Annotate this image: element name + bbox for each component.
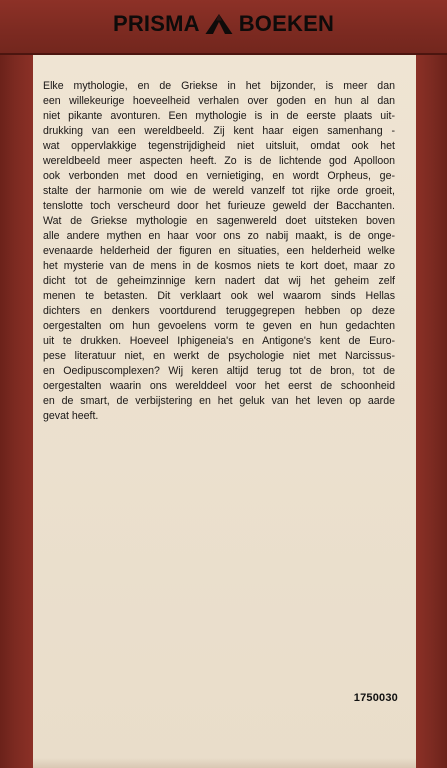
blurb-line: ook verbonden met dood en vernietiging, en wordt Orpheus, ge- bbox=[43, 170, 395, 182]
top-brand-band bbox=[0, 0, 447, 55]
blurb-line: en de smart, de verbijstering en het geluk van het leven op aarde bbox=[43, 395, 395, 407]
blurb-line: menen te betasten. Dit verklaart ook wel waarom sinds Hellas bbox=[43, 290, 395, 302]
blurb-line: gevat heeft. bbox=[43, 410, 99, 422]
brand-name-boeken: BOEKEN bbox=[238, 11, 335, 36]
right-red-border bbox=[416, 55, 447, 768]
blurb-line: het mysterie van de mens in de kosmos niets te kort doet, maar zo bbox=[43, 260, 395, 272]
brand-logo bbox=[113, 12, 334, 36]
blurb-line: pese literatuur niet, en werkt de psychologie niet met Narcissus- bbox=[43, 350, 395, 362]
blurb-line: alle andere mythen en haar voor ons zo nabij maakt, is de onge- bbox=[43, 230, 395, 242]
blurb-line: wat oppervlakkige tegenstrijdigheid niet uitsluit, omdat ook het bbox=[43, 140, 395, 152]
blurb-line: een willekeurige hoeveelheid verhalen over goden en hun al dan bbox=[43, 95, 395, 107]
blurb-line: Elke mythologie, en de Griekse in het bijzonder, is meer dan bbox=[43, 80, 395, 92]
blurb-line: tenslotte toch verscheurd door het furieuze geweld der Bacchanten. bbox=[43, 200, 395, 212]
blurb-line: evenaarde helderheid der figuren en situaties, een helderheid welke bbox=[43, 245, 395, 257]
blurb-line: oergestalten waarin ons werelddeel voor het eerst de schoonheid bbox=[43, 380, 395, 392]
left-red-border bbox=[0, 55, 33, 768]
blurb-line: dicht tot de geheimzinnige kern nadert dat wij het geheim zelf bbox=[43, 275, 395, 287]
blurb-line: dichters en denkers voortdurend teruggegrepen hebben op deze bbox=[43, 305, 395, 317]
blurb-line: wereldbeeld meer aspecten heeft. Zo is de lichtende god Apolloon bbox=[43, 155, 395, 167]
blurb-line: en Oedipuscomplexen? Wij keren altijd terug tot de bron, tot de bbox=[43, 365, 395, 377]
brand-name-prisma: PRISMA bbox=[112, 11, 200, 36]
blurb-line: oergestalten om hun gevoelens vorm te geven en hun gedachten bbox=[43, 320, 395, 332]
prism-triangle-icon bbox=[205, 13, 234, 35]
blurb-line: uit te drukken. Hoeveel Iphigeneia's en Antigone's kent de Euro- bbox=[43, 335, 395, 347]
blurb-line: drukking van een wereldbeeld. Zij kent haar eigen samenhang - bbox=[43, 125, 395, 137]
blurb-line: Wat de Griekse mythologie en sagenwereld doet uitsteken boven bbox=[43, 215, 395, 227]
product-code: 1750030 bbox=[353, 692, 398, 704]
blurb-line: niet pikante avonturen. Een mythologie is in de eerste plaats uit- bbox=[43, 110, 395, 122]
blurb-line: stalte der harmonie om wie de wereld vanzelf tot rijke orde groeit, bbox=[43, 185, 395, 197]
